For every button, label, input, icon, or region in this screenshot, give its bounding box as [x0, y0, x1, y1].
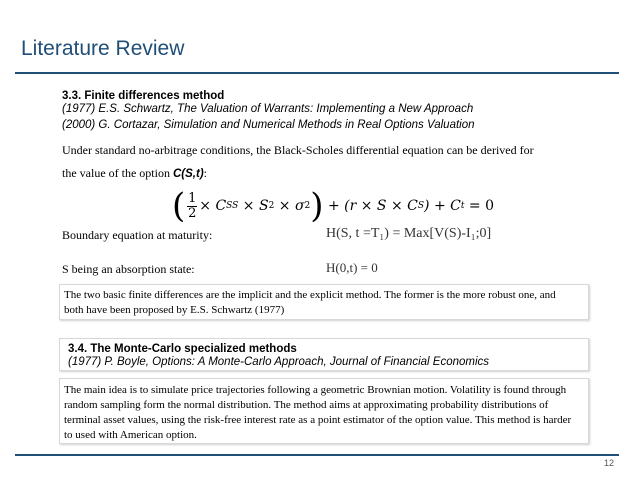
intro-line-2	[62, 166, 207, 181]
eq-part-2: × S	[238, 198, 269, 214]
close-paren: )	[310, 186, 324, 226]
boundary-label: Boundary equation at maturity:	[62, 228, 213, 242]
section-heading-finite-differences: 3.3. Finite differences method	[62, 90, 225, 102]
eq-sub-s: S	[417, 201, 425, 211]
intro-line-1: Under standard no-arbitrage conditions, the Black-Scholes differential equation can be derived for	[62, 143, 534, 157]
title-divider	[15, 72, 619, 74]
eq-part-6: = 0	[464, 198, 495, 214]
eq-sup-2b: 2	[304, 201, 311, 211]
fraction-numerator: 1	[188, 190, 197, 206]
slide-title: Literature Review	[21, 37, 185, 60]
eq-sub-t: t	[460, 201, 465, 211]
absorption-equation: H(0,t) = 0	[326, 260, 378, 275]
boundary-equation: H(S, t =T₁) = Max[V(S)-I₁;0]	[326, 226, 492, 241]
fraction-one-half	[187, 192, 197, 221]
reference-schwartz	[62, 103, 473, 115]
intro-line-2-prefix: the value of the option	[62, 166, 173, 180]
section-heading-monte-carlo: 3.4. The Monte-Carlo specialized methods	[68, 343, 297, 355]
open-paren: (	[172, 186, 186, 226]
intro-colon: :	[203, 166, 207, 180]
reference-schwartz-prefix: (1977) E.S. Schwartz,	[62, 103, 178, 115]
finite-differences-note: The two basic finite differences are the implicit and the explicit method. The former is the more robust one, and both have been proposed by E.S. Schwartz (1977)	[64, 289, 556, 316]
eq-part-5: ) + C	[424, 198, 461, 214]
page-number: 12	[603, 458, 614, 468]
fraction-denominator: 2	[188, 205, 197, 221]
eq-sup-2a: 2	[268, 201, 275, 211]
monte-carlo-paragraph-box	[59, 378, 589, 444]
monte-carlo-heading-box	[59, 338, 589, 371]
absorption-label: S being an absorption state:	[62, 262, 195, 276]
eq-part-4: + (r × S × C	[323, 198, 418, 214]
eq-part-1: × C	[199, 198, 227, 214]
option-symbol: C(S,t)	[172, 168, 204, 180]
reference-boyle: (1977) P. Boyle, Options: A Monte-Carlo Approach, Journal of Financial Economics	[68, 356, 490, 368]
eq-part-3: × σ	[274, 198, 305, 214]
monte-carlo-paragraph: The main idea is to simulate price trajectories following a geometric Brownian motion. Volatility is found through random sampling form the normal distribution. The method aims at approximating probability distributions of terminal asset values, using the risk-free interest rate as a point estimator of the option value. This method is harder to used with American option.	[64, 384, 572, 441]
footer-divider	[15, 454, 619, 456]
black-scholes-equation	[172, 186, 494, 226]
reference-cortazar: (2000) G. Cortazar, Simulation and Numerical Methods in Real Options Valuation	[62, 119, 475, 131]
finite-differences-note-box	[59, 284, 589, 320]
reference-schwartz-title: The Valuation of Warrants: Implementing a New Approach	[177, 103, 474, 115]
eq-sub-ss: SS	[226, 201, 239, 211]
